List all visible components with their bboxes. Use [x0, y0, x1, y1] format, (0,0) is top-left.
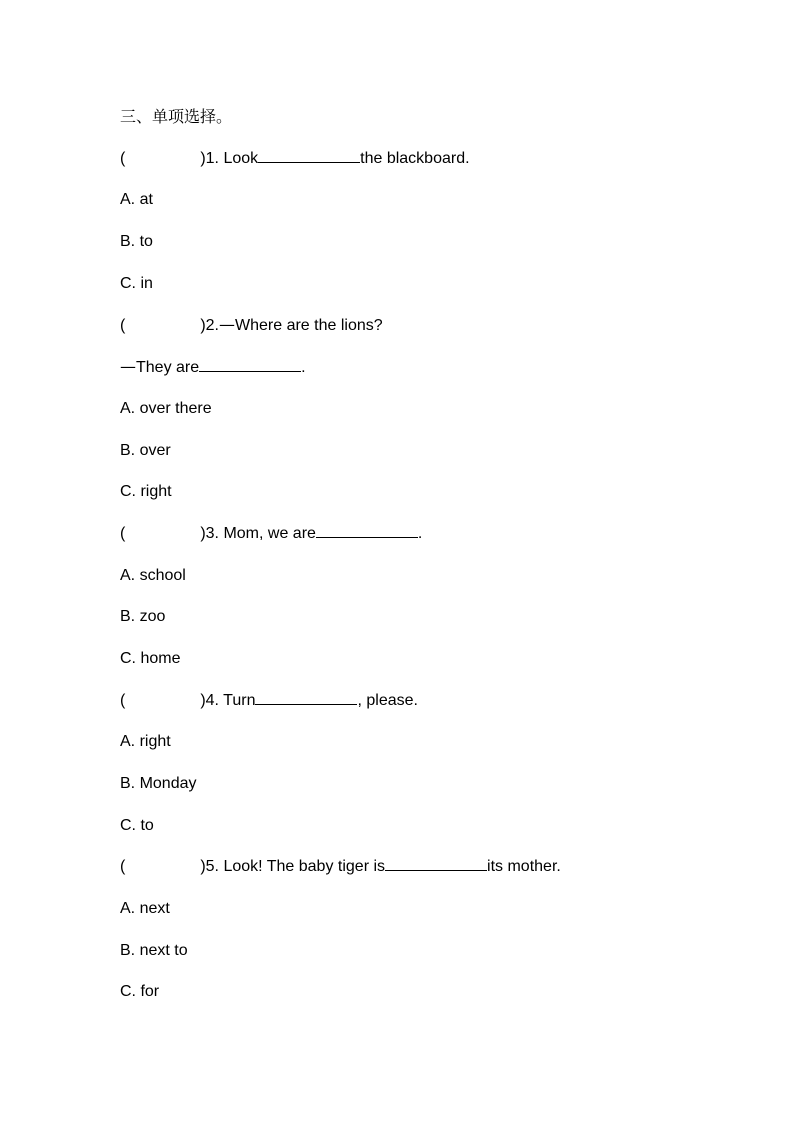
answer-paren-open: ( — [120, 149, 126, 167]
answer-paren-open: ( — [120, 524, 126, 542]
question-number: )2. — [200, 317, 219, 335]
option-a: A. at — [120, 191, 153, 209]
option-c: C. to — [120, 816, 154, 834]
question-text-after: its mother. — [487, 858, 561, 876]
answer-paren-open: ( — [120, 317, 126, 335]
fill-blank[interactable] — [199, 355, 301, 372]
question-2-answer-line — [120, 354, 720, 396]
question-text: )5. Look! The baby tiger is — [200, 858, 386, 876]
question-1 — [120, 146, 720, 188]
option-c: C. for — [120, 983, 160, 1001]
question-5 — [120, 854, 720, 896]
option-a: A. next — [120, 900, 170, 918]
worksheet — [120, 104, 720, 1021]
question-text: )4. Turn — [200, 691, 256, 709]
dialogue-dash: — — [219, 315, 235, 335]
answer-prefix: They are — [136, 359, 200, 377]
question-text-after: . — [301, 359, 306, 377]
question-text: )3. Mom, we are — [200, 524, 316, 542]
option-a: A. school — [120, 566, 186, 584]
option-c: C. right — [120, 483, 172, 501]
option-b: B. to — [120, 233, 153, 251]
question-4 — [120, 688, 720, 730]
answer-paren-open: ( — [120, 858, 126, 876]
question-text: Where are the lions? — [235, 317, 383, 335]
option-c: C. in — [120, 274, 153, 292]
question-text: )1. Look — [200, 149, 259, 167]
option-b: B. Monday — [120, 775, 197, 792]
option-c: C. home — [120, 649, 181, 667]
answer-paren-open: ( — [120, 691, 126, 709]
section-title: 三、单项选择。 — [120, 107, 233, 126]
question-text-after: . — [417, 524, 423, 542]
option-a: A. right — [120, 733, 171, 751]
dialogue-dash: — — [120, 357, 136, 377]
option-b: B. next to — [120, 941, 188, 959]
option-b: B. zoo — [120, 608, 166, 626]
fill-blank[interactable] — [258, 146, 360, 163]
option-b: B. over — [120, 441, 171, 459]
question-2 — [120, 312, 720, 354]
fill-blank[interactable] — [316, 521, 418, 538]
fill-blank[interactable] — [385, 854, 487, 871]
option-a: A. over there — [120, 399, 212, 417]
question-text-after: the blackboard. — [360, 149, 470, 167]
fill-blank[interactable] — [255, 688, 357, 705]
question-text-after: , please. — [357, 691, 418, 709]
question-3 — [120, 521, 720, 563]
